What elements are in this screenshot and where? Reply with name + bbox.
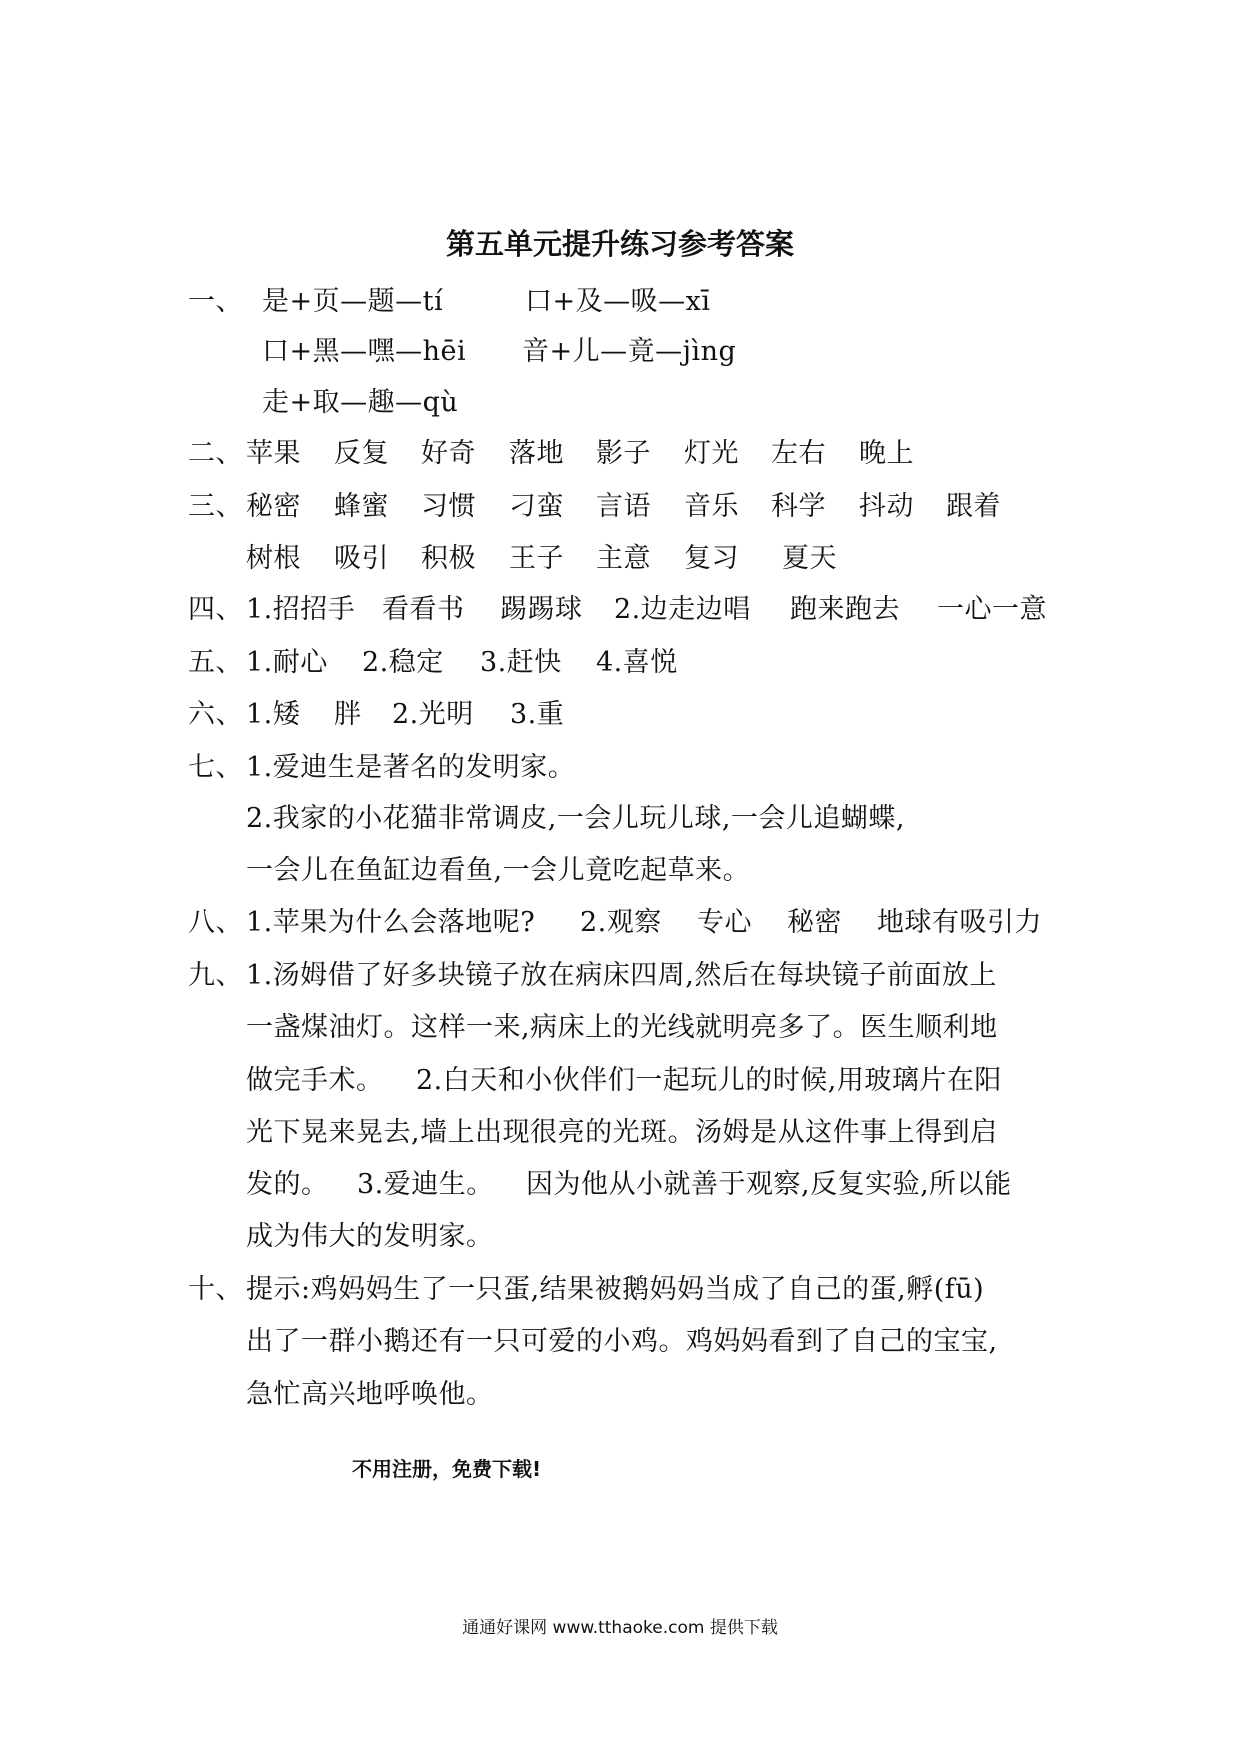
answer-line: 1.爱迪生是著名的发明家。 [246, 752, 576, 783]
answer-item: 2.边走边唱 [614, 594, 751, 625]
answer-line: 一会儿在鱼缸边看鱼,一会儿竟吃起草来。 [246, 855, 751, 886]
section-7-number: 七、 [188, 752, 243, 783]
answer-item: 3.重 [510, 699, 565, 730]
word: 言语 [596, 491, 651, 522]
word: 蜂蜜 [334, 491, 389, 522]
answer-item: 踢踢球 [500, 594, 583, 625]
answer-line: 2.白天和小伙伴们一起玩儿的时候,用玻璃片在阳 [416, 1065, 1002, 1096]
answer-item: 一心一意 [937, 594, 1047, 625]
word: 刁蛮 [509, 491, 564, 522]
section-10-number: 十、 [188, 1274, 243, 1305]
answer-item: 地球有吸引力 [877, 907, 1042, 938]
answer-line: 出了一群小鹅还有一只可爱的小鸡。鸡妈妈看到了自己的宝宝, [246, 1326, 998, 1357]
answer-item: 走+取—趣—qù [262, 387, 459, 418]
word: 习惯 [421, 491, 476, 522]
answer-item: 2.观察 [580, 907, 662, 938]
word: 落地 [509, 438, 564, 469]
answer-line: 发的。 [246, 1169, 329, 1200]
word: 树根 [246, 543, 301, 574]
answer-item: 4.喜悦 [596, 647, 678, 678]
section-5-number: 五、 [188, 647, 243, 678]
answer-item: 口+及—吸—xī [525, 286, 711, 317]
answer-item: 1.矮 [246, 699, 301, 730]
word: 音乐 [684, 491, 739, 522]
section-4-number: 四、 [188, 594, 243, 625]
answer-item: 1.耐心 [246, 647, 328, 678]
word: 主意 [596, 543, 651, 574]
section-3-number: 三、 [188, 491, 243, 522]
answer-line: 因为他从小就善于观察,反复实验,所以能 [526, 1169, 1012, 1200]
answer-line: 成为伟大的发明家。 [246, 1221, 494, 1252]
word: 影子 [596, 438, 651, 469]
page-title: 第五单元提升练习参考答案 [445, 227, 794, 261]
word: 左右 [771, 438, 826, 469]
word: 秘密 [246, 491, 301, 522]
answer-line: 提示:鸡妈妈生了一只蛋,结果被鹅妈妈当成了自己的蛋,孵(fū) [246, 1274, 985, 1305]
answer-item: 口+黑—嘿—hēi [262, 336, 467, 367]
answer-item: 是+页—题—tí [262, 286, 444, 317]
answer-item: 2.光明 [392, 699, 474, 730]
word: 复习 [684, 543, 739, 574]
section-1-number: 一、 [188, 286, 243, 317]
word: 跟着 [946, 491, 1001, 522]
footer-credit: 通通好课网 www.tthaoke.com 提供下载 [462, 1618, 778, 1638]
answer-line: 2.我家的小花猫非常调皮,一会儿玩儿球,一会儿追蝴蝶, [246, 803, 906, 834]
section-8-number: 八、 [188, 907, 243, 938]
word: 晚上 [859, 438, 914, 469]
download-note: 不用注册，免费下载! [352, 1457, 542, 1481]
word: 抖动 [859, 491, 914, 522]
answer-line: 一盏煤油灯。这样一来,病床上的光线就明亮多了。医生顺利地 [246, 1012, 998, 1043]
answer-line: 1.汤姆借了好多块镜子放在病床四周,然后在每块镜子前面放上 [246, 960, 997, 991]
word: 王子 [509, 543, 564, 574]
answer-item: 专心 [697, 907, 752, 938]
answer-item: 秘密 [787, 907, 842, 938]
word: 苹果 [246, 438, 301, 469]
answer-item: 跑来跑去 [790, 594, 900, 625]
answer-item: 3.赶快 [480, 647, 562, 678]
answer-item: 1.招招手 [246, 594, 356, 625]
answer-item: 1.苹果为什么会落地呢? [246, 907, 536, 938]
answer-line: 做完手术。 [246, 1065, 384, 1096]
word: 反复 [334, 438, 389, 469]
word: 好奇 [421, 438, 476, 469]
answer-line: 3.爱迪生。 [357, 1169, 494, 1200]
answer-line: 急忙高兴地呼唤他。 [246, 1379, 494, 1410]
word: 吸引 [334, 543, 389, 574]
section-6-number: 六、 [188, 699, 243, 730]
word: 积极 [421, 543, 476, 574]
section-2-number: 二、 [188, 438, 243, 469]
answer-item: 胖 [334, 699, 362, 730]
answer-item: 看看书 [382, 594, 465, 625]
answer-line: 光下晃来晃去,墙上出现很亮的光斑。汤姆是从这件事上得到启 [246, 1117, 998, 1148]
answer-item: 2.稳定 [362, 647, 444, 678]
word: 科学 [771, 491, 826, 522]
word: 夏天 [782, 543, 837, 574]
section-9-number: 九、 [188, 960, 243, 991]
answer-item: 音+儿—竟—jìng [522, 336, 737, 367]
word: 灯光 [684, 438, 739, 469]
